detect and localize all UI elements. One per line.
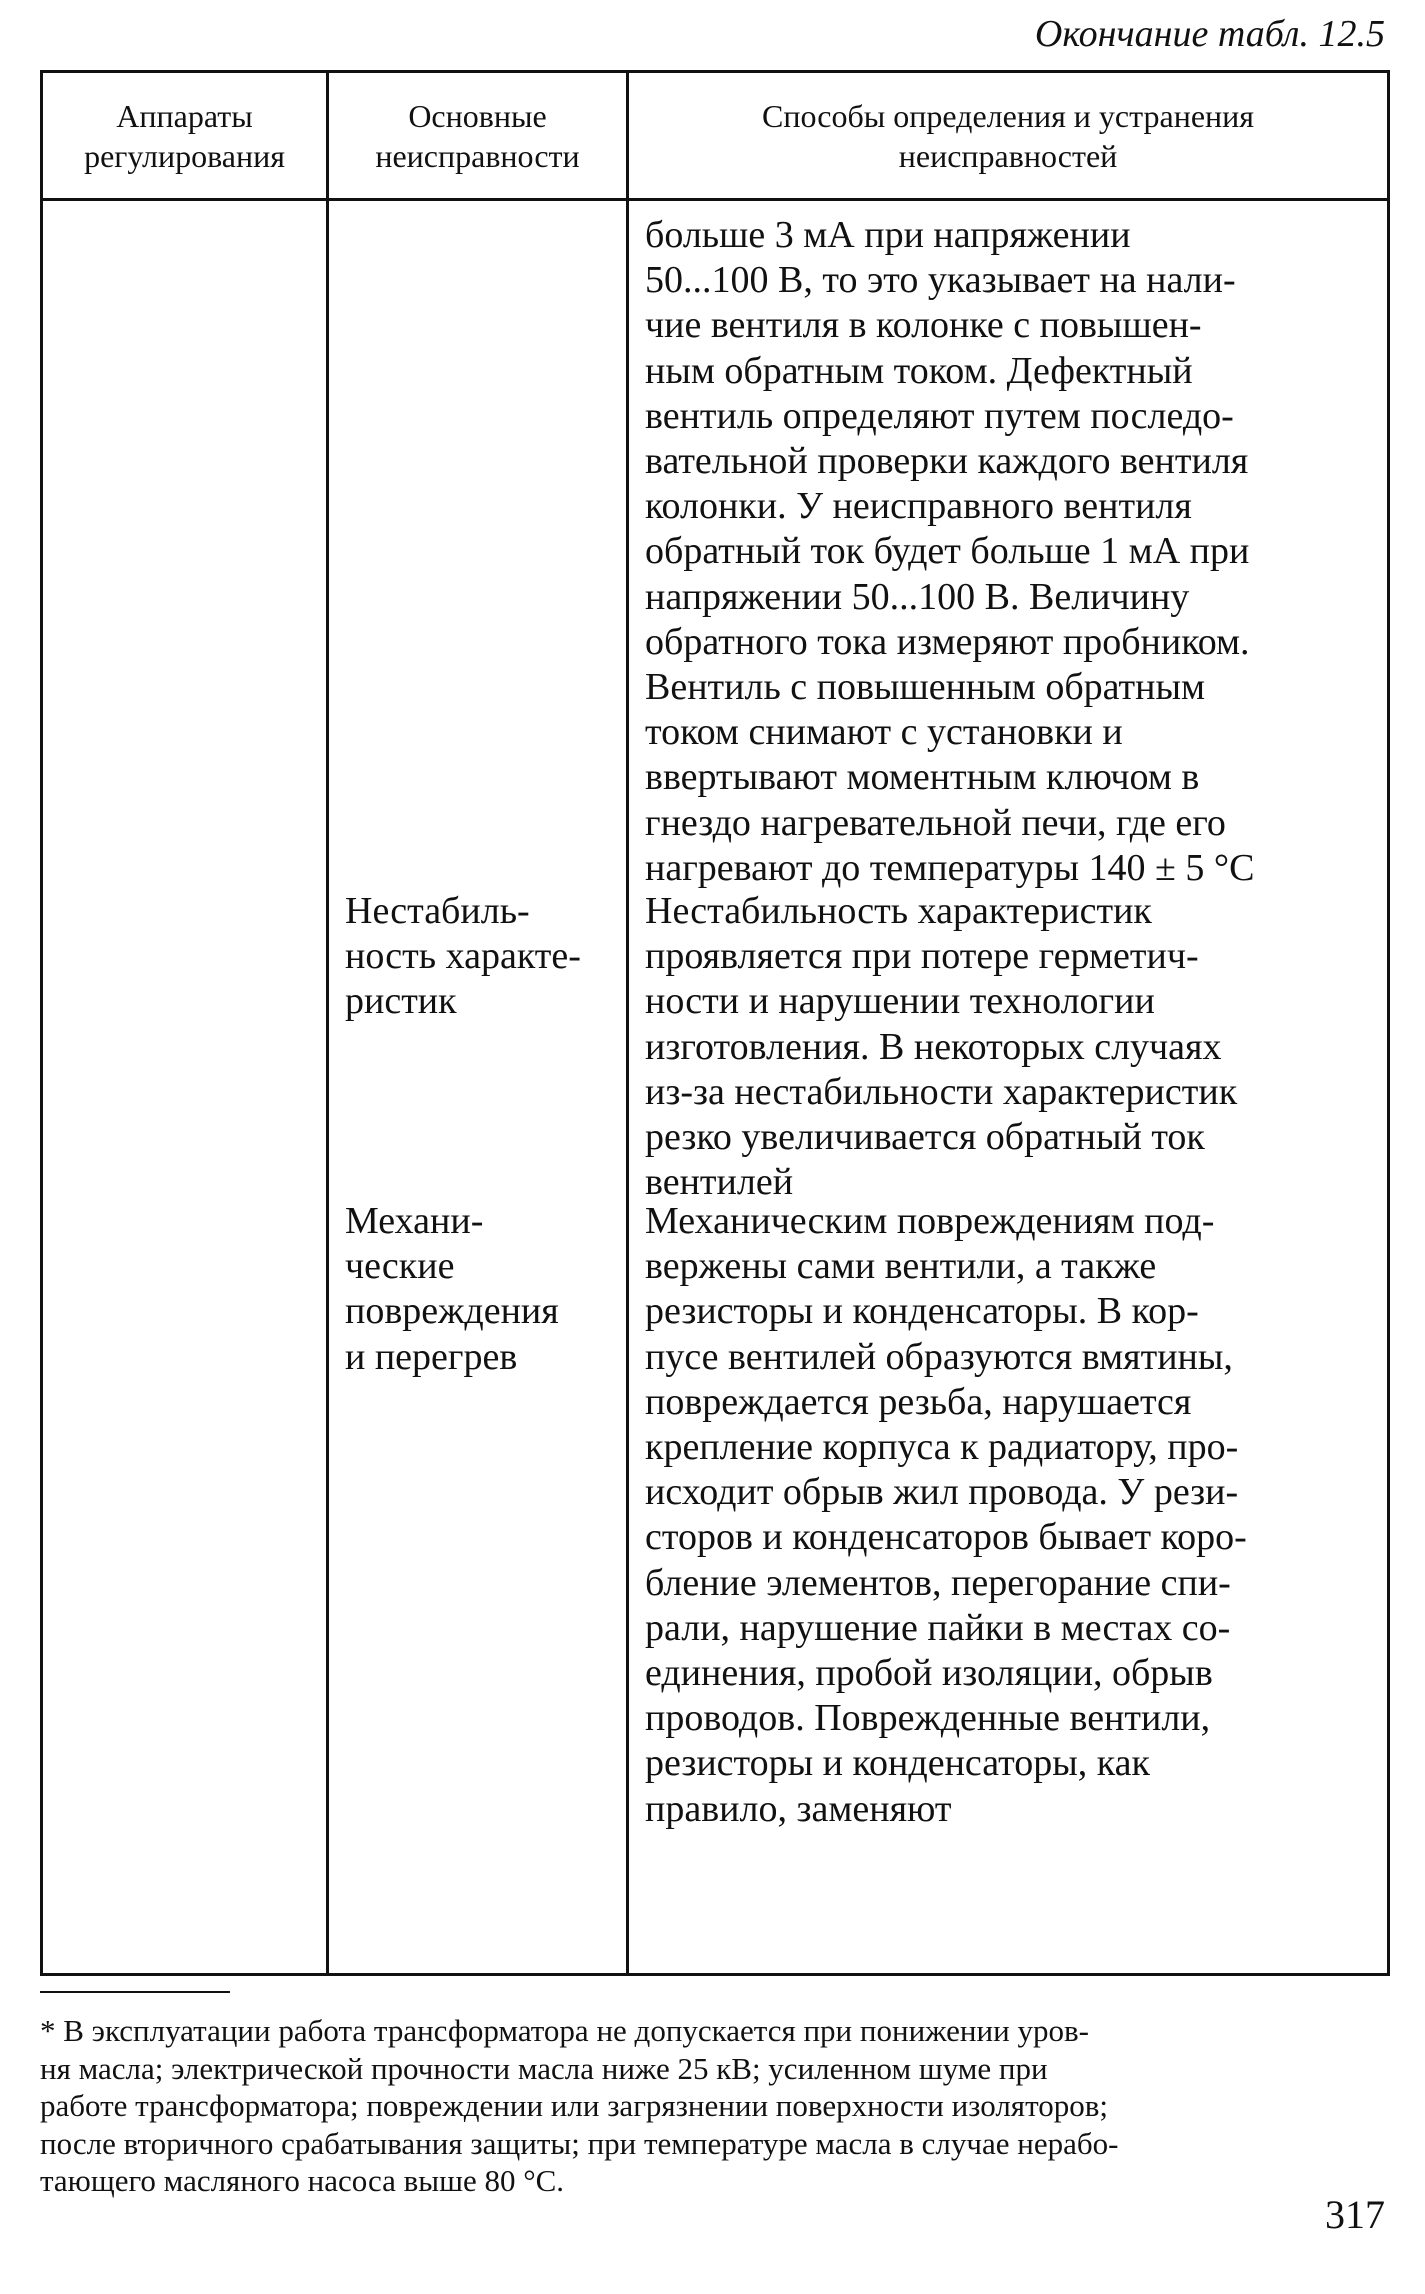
header-methods: Способы определения и устранения неисправностей: [628, 72, 1389, 200]
faults-cell: [328, 200, 628, 1975]
table-body-row: [42, 200, 1389, 1975]
fault-continued: [329, 201, 626, 889]
page-number: 317: [1325, 2192, 1385, 2237]
header-apparatus: Аппараты регулирования: [42, 72, 328, 200]
fault-table: [40, 70, 1390, 1976]
table-header-row: [42, 72, 1389, 200]
method-continued: больше 3 мА при напряжении 50...100 В, то это указывает на нали- чие вентиля в колонке с повышен- ным обратным током. Дефектный вентиль определяют путем последо- вательной проверки каждого вентиля колонки. У неисправного вентиля обратный ток будет больше 1 мА при напряжении 50...100 В. Величину обратного тока измеряют пробником. Вентиль с повышенным обратным током снимают с установки и ввертывают моментным ключом в гнездо нагревательной печи, где его нагревают до температуры 140 ± 5 °С: [645, 214, 1255, 889]
fault-mechanical: Механи- ческие повреждения и перегрев: [345, 1200, 559, 1378]
fault-instability: Нестабиль- ность характе- ристик: [345, 890, 581, 1023]
method-instability: Нестабильность характеристик проявляется при потере герметич- ности и нарушении технологии изготовления. В некоторых случаях из-за нестабильности характеристик резко увеличивается обратный ток вентилей: [645, 890, 1238, 1204]
methods-cell: [628, 200, 1389, 1975]
footnote: * В эксплуатации работа трансформатора не допускается при понижении уров- ня масла; электрической прочности масла ниже 25 кВ; усиленном шуме при работе трансформатора; повреждении или загрязнении поверхности изоляторов; после вторичного срабатывания защиты; при температуре масла в случае нерабо- тающего масляного насоса выше 80 °С.: [40, 2013, 1119, 2198]
footnote-separator: [40, 1991, 230, 1993]
table-caption: Окончание табл. 12.5: [1034, 13, 1385, 55]
apparatus-cell: [42, 200, 328, 1975]
header-faults: Основные неисправности: [328, 72, 628, 200]
method-mechanical: Механическим повреждениям под- вержены сами вентили, а также резисторы и конденсаторы. В кор- пусе вентилей образуются вмятины, повреждается резьба, нарушается крепление корпуса к радиатору, про- исходит обрыв жил провода. У рези- сторов и конденсаторов бывает коро- бление элементов, перегорание спи- рали, нарушение пайки в местах со- единения, пробой изоляции, обрыв проводов. Поврежденные вентили, резисторы и конденсаторы, как правило, заменяют: [645, 1200, 1247, 1830]
